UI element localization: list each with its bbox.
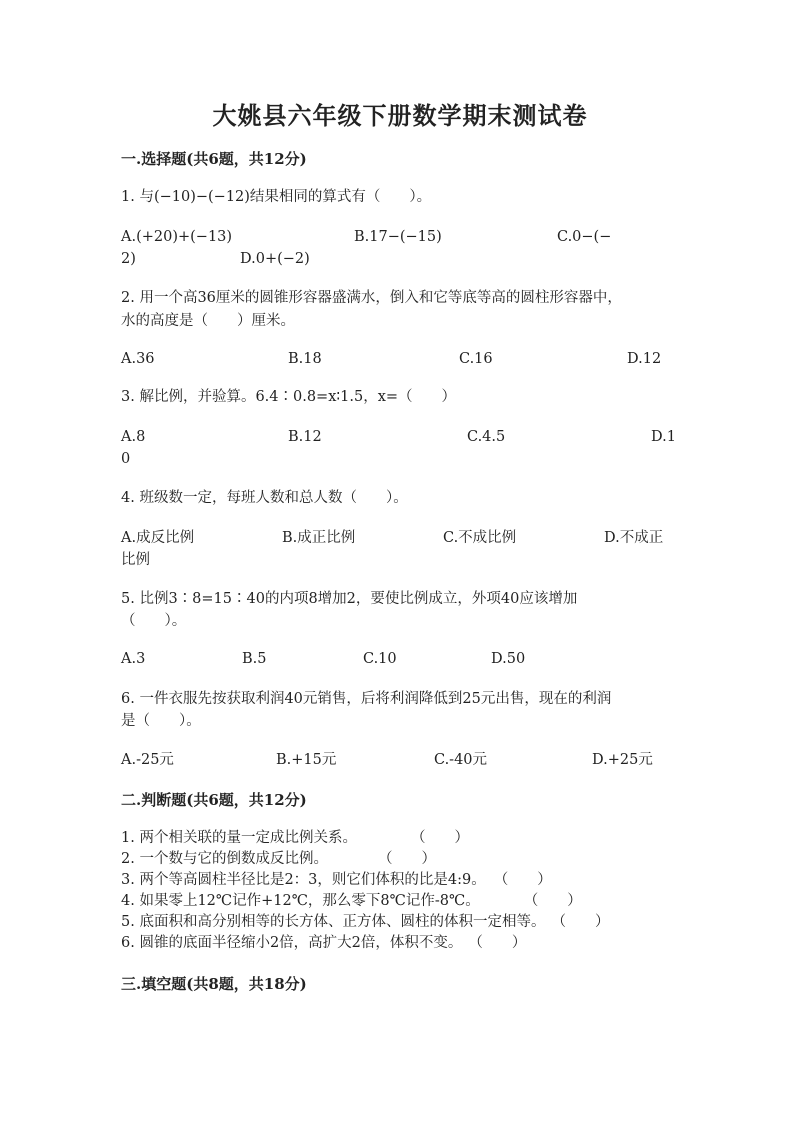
judgement-item-4-blank: （ ） (523, 893, 582, 909)
q4-option-b: B.成正比例 (282, 530, 356, 546)
judgement-item-1-text: 1. 两个相关联的量一定成比例关系。 (121, 830, 357, 846)
judgement-item-5-blank: （ ） (551, 914, 610, 930)
q6-option-d: D.+25元 (592, 752, 653, 768)
judgement-item-1-blank: （ ） (410, 830, 469, 846)
q5-option-b: B.5 (242, 651, 267, 667)
q3-option-b: B.12 (288, 429, 322, 445)
q1-option-c: C.0−(− (557, 229, 612, 245)
judgement-item-2-blank: （ ） (377, 851, 436, 867)
q1-option-a: A.(+20)+(−13) (121, 229, 233, 245)
judgement-item-5-text: 5. 底面积和高分别相等的长方体、正方体、圆柱的体积一定相等。 (121, 914, 546, 930)
judgement-item-6 (121, 933, 526, 954)
judgement-item-3 (121, 870, 552, 891)
q1-option-d: D.0+(−2) (240, 251, 310, 267)
judgement-item-5 (121, 912, 609, 933)
question-4: 4. 班级数一定，每班人数和总人数（ ）。 (121, 490, 408, 506)
judgement-item-3-text: 3. 两个等高圆柱半径比是2：3，则它们体积的比是4:9。 (121, 872, 486, 888)
q4-option-c: C.不成比例 (443, 530, 517, 546)
q2-option-b: B.18 (288, 351, 322, 367)
q1-option-b: B.17−(−15) (354, 229, 442, 245)
judgement-item-4 (121, 891, 582, 912)
judgement-item-1 (121, 828, 469, 849)
q2-option-d: D.12 (627, 351, 662, 367)
section-heading-fill-in: 三.填空题(共8题，共18分) (121, 975, 307, 993)
q4-option-d-continued: 比例 (121, 552, 150, 568)
question-2-line2: 水的高度是（ ）厘米。 (121, 313, 295, 329)
judgement-item-2-text: 2. 一个数与它的倒数成反比例。 (121, 851, 328, 867)
q3-option-d-continued: 0 (121, 451, 131, 467)
q6-option-a: A.-25元 (121, 752, 174, 768)
q5-option-d: D.50 (491, 651, 526, 667)
question-6-line2: 是（ ）。 (121, 713, 201, 729)
section-heading-choice: 一.选择题(共6题，共12分) (121, 150, 307, 168)
q2-option-a: A.36 (121, 351, 155, 367)
judgement-item-6-text: 6. 圆锥的底面半径缩小2倍，高扩大2倍，体积不变。 (121, 935, 463, 951)
section-heading-judgement: 二.判断题(共6题，共12分) (121, 791, 307, 809)
question-2-line1: 2. 用一个高36厘米的圆锥形容器盛满水，倒入和它等底等高的圆柱形容器中， (121, 290, 622, 306)
question-3: 3. 解比例，并验算。6.4∶0.8=x∶1.5，x=（ ） (121, 389, 457, 405)
q3-option-a: A.8 (121, 429, 146, 445)
question-5-line1: 5. 比例3∶8=15∶40的内项8增加2，要使比例成立，外项40应该增加 (121, 591, 578, 607)
question-6-line1: 6. 一件衣服先按获取利润40元销售，后将利润降低到25元出售，现在的利润 (121, 691, 612, 707)
judgement-item-6-blank: （ ） (468, 935, 527, 951)
question-5-line2: （ ）。 (121, 613, 187, 629)
question-1: 1. 与(−10)−(−12)结果相同的算式有（ ）。 (121, 189, 432, 205)
q1-option-c-continued: 2) (121, 251, 136, 267)
page-title: 大姚县六年级下册数学期末测试卷 (212, 101, 588, 130)
judgement-item-4-text: 4. 如果零上12℃记作+12℃，那么零下8℃记作-8℃。 (121, 893, 480, 909)
q5-option-a: A.3 (121, 651, 146, 667)
q5-option-c: C.10 (363, 651, 397, 667)
q3-option-d: D.1 (651, 429, 676, 445)
q4-option-a: A.成反比例 (121, 530, 195, 546)
q3-option-c: C.4.5 (467, 429, 506, 445)
q6-option-c: C.-40元 (434, 752, 488, 768)
q2-option-c: C.16 (459, 351, 493, 367)
q6-option-b: B.+15元 (276, 752, 337, 768)
judgement-item-2 (121, 849, 436, 870)
q4-option-d: D.不成正 (604, 530, 664, 546)
judgement-item-3-blank: （ ） (493, 872, 552, 888)
